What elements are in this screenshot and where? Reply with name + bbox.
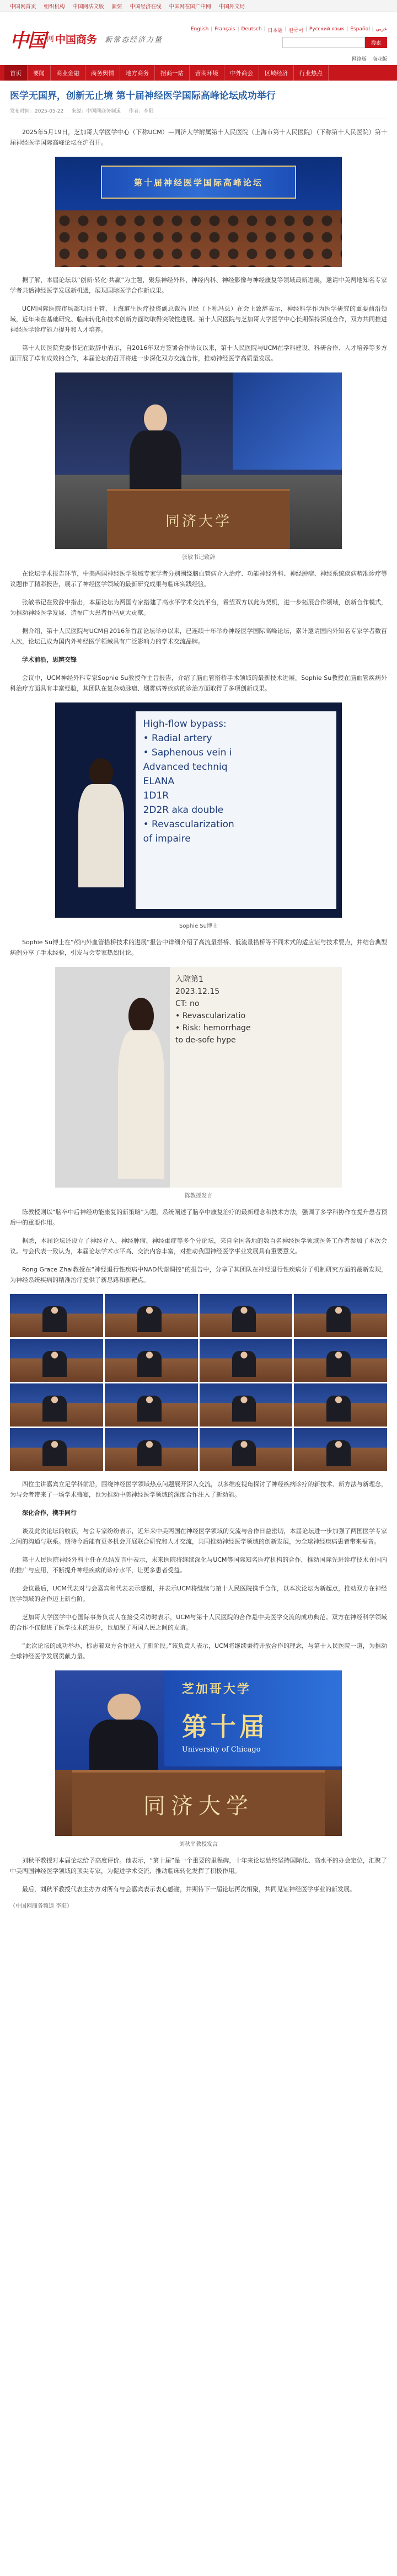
speaker-photo-3 (55, 967, 342, 1188)
paragraph: 据悉，本届论坛还设立了神经介入、神经肿瘤、神经重症等多个分论坛，来自全国各地的数百名神经医学领域医务工作者参加了本次会议。与会代表一致认为，本届论坛学术水平高、交流内容丰富，对推动我国神经医学事业发展具有重要意义。 (10, 1237, 387, 1255)
speaker (78, 758, 124, 887)
paragraph: 在论坛学术报告环节，中美两国神经医学领域专家学者分别围绕脑血管病介入治疗、功能神经外科、神经肿瘤、神经系统疾病精准诊疗等议题作了精彩报告，展示了神经医学领域的最新研究成果与临床实践经验。 (10, 570, 387, 588)
paragraph: 会议最后，UCM代表对与会嘉宾和代表表示感谢，并表示UCM将继续与第十人民医院携手合作，以本次论坛为新起点，推动双方在神经医学领域的合作迈上新台阶。 (10, 1585, 387, 1603)
search-button[interactable]: 搜索 (365, 37, 387, 48)
section-heading: 深化合作，携手同行 (22, 1509, 77, 1516)
top-link-bar (0, 0, 397, 12)
paragraph: 会议中，UCM神经外科专家Sophie Su教授作主旨报告，介绍了脑血管搭桥手术领域的最新技术进展。Sophie Su教授在脑血管疾病外科治疗方面具有丰富经验，其团队在复杂动脉瘤、烟雾病等疾病的诊治方面取得了多项创新成果。 (10, 674, 387, 692)
site-logo[interactable]: 中国 (10, 29, 45, 52)
speaker-photo-2 (55, 702, 342, 918)
paragraph: 2025年5月19日，芝加哥大学医学中心（下称UCM）—同济大学附属第十人民医院（上海市第十人民医院）（下称第十人民医院）第十届神经医学国际高峰论坛在沪召开。 (10, 129, 387, 146)
grid-photo (105, 1294, 198, 1337)
lang-spanish[interactable]: Español (350, 26, 370, 32)
grid-photo (105, 1383, 198, 1427)
header-right-links (352, 55, 387, 62)
nav-item-industry[interactable]: 行业热点 (294, 65, 329, 81)
audience (55, 214, 342, 267)
top-link-home[interactable]: 中国网首页 (10, 3, 36, 10)
nav-item-news[interactable]: 要闻 (28, 65, 51, 81)
top-link-news[interactable]: 新要 (111, 3, 122, 10)
header-tools (191, 26, 387, 48)
lang-english[interactable]: English (190, 26, 209, 32)
grid-photo (10, 1294, 103, 1337)
lang-german[interactable]: Deutsch (241, 26, 262, 32)
paragraph: 据介绍，第十人民医院与UCM自2016年首届论坛举办以来，已连续十年举办神经医学国际高峰论坛，累计邀请国内外知名专家学者数百人次，论坛已成为国内外神经医学领域具有广泛影响力的学术交流品牌。 (10, 627, 387, 645)
lang-korean[interactable]: 한국어 (288, 28, 303, 34)
backdrop-screen (233, 372, 342, 470)
lang-japanese[interactable]: 日本語 (267, 28, 283, 34)
grid-photo (10, 1428, 103, 1471)
lang-french[interactable]: Français (214, 26, 235, 32)
top-link-economy[interactable]: 中国经济在线 (130, 3, 162, 10)
presentation-slide: 入院第1 2023.12.15 CT: no • Revascularizatio • Risk: hemorrhage to de-sofe hype (170, 967, 342, 1188)
stage-banner: 第十届神经医学国际高峰论坛 (101, 166, 296, 199)
grid-photo (105, 1428, 198, 1471)
photo-caption: Sophie Su博士 (179, 923, 218, 929)
paragraph: 芝加哥大学医学中心国际事务负责人在接受采访时表示，UCM与第十人民医院的合作是中美医学交流的成功典范。双方在神经科学领域的合作不仅促进了医学技术的进步，也加深了两国人民之间的友谊。 (10, 1614, 387, 1631)
search-bar (191, 37, 387, 48)
event-banner: 芝加哥大学 第十届 University of Chicago (164, 1670, 342, 1766)
paragraph: Sophie Su博士在“颅内外血管搭桥技术的进展”报告中详细介绍了高流量搭桥、低流量搭桥等不同术式的适应证与技术要点，并结合典型病例分享了手术经验，引发与会专家热烈讨论。 (10, 939, 387, 956)
paragraph: 谈及此次论坛的收获，与会专家纷纷表示，近年来中美两国在神经医学领域的交流与合作日益密切，本届论坛进一步加强了两国医学专家之间的沟通与联系。期待今后能有更多机会开展联合研究和人才交流，共同推动神经医学领域的创新发展，为全球神经疾病患者带来福音。 (10, 1527, 387, 1545)
grid-photo (294, 1428, 387, 1471)
header-link-business[interactable]: 商业版 (372, 57, 387, 62)
speaker-photo-1 (55, 372, 342, 549)
article-author: 作者：李阳 (128, 109, 154, 114)
speaker (118, 998, 164, 1179)
photo-grid (10, 1294, 387, 1471)
grid-photo (294, 1294, 387, 1337)
language-links: English | Français | Deutsch | 日本語 | 한국어 | Русский язык | Español | عربي (190, 26, 387, 34)
paragraph: Rong Grace Zhai教授在“神经退行性疾病中NAD代谢调控”的报告中，分享了其团队在神经退行性疾病分子机制研究方面的最新发现，为神经系统疾病的精准治疗提供了新思路和新靶点。 (10, 1266, 387, 1284)
paragraph: “此次论坛的成功举办，标志着双方合作进入了新阶段。”该负责人表示，UCM将继续秉持开放合作的理念，与第十人民医院一道，为推动全球神经医学发展贡献力量。 (10, 1642, 387, 1660)
nav-item-chambers[interactable]: 中外商会 (224, 65, 259, 81)
grid-photo (105, 1339, 198, 1382)
header-link-web[interactable]: 网络版 (351, 57, 367, 62)
grid-photo (10, 1383, 103, 1427)
site-header (0, 12, 397, 65)
paragraph: 最后，刘秋平教授代表主办方对所有与会嘉宾表示衷心感谢，并期待下一届论坛再次相聚，共同见证神经医学事业的新发展。 (22, 1886, 356, 1893)
logo-suffix: 网 (46, 35, 54, 44)
paragraph: 第十人民医院神经外科主任在总结发言中表示，未来医院将继续深化与UCM等国际知名医疗机构的合作，推动国际先进诊疗技术在国内的推广与应用，不断提升神经疾病的诊疗水平，让更多患者受益。 (10, 1556, 387, 1574)
top-link-bureau[interactable]: 中国外文局 (218, 3, 245, 10)
article-source: 来源：中国网商务频道 (71, 109, 121, 114)
grid-photo (294, 1339, 387, 1382)
article (0, 81, 397, 1909)
section-heading: 学术前沿，思辨交锋 (22, 656, 77, 663)
paragraph: 刘秋平教授对本届论坛给予高度评价。他表示，“第十届”是一个重要的里程碑，十年来论坛始终坚持国际化、高水平的办会定位，汇聚了中美两国神经医学领域的顶尖专家，为促进学术交流、推动临床转化发挥了积极作用。 (10, 1857, 387, 1875)
channel-slogan: 新常态经济力量 (105, 35, 163, 44)
nav-item-invest[interactable]: 招商一站 (155, 65, 190, 81)
grid-photo (200, 1294, 293, 1337)
paragraph: 陈教授则以“脑卒中后神经功能康复的新策略”为题，系统阐述了脑卒中康复治疗的最新理念和技术方法，强调了多学科协作在提升患者预后中的重要作用。 (10, 1209, 387, 1226)
grid-photo (200, 1383, 293, 1427)
photo-caption: 张敏书记致辞 (182, 555, 215, 561)
conference-hall-photo (55, 157, 342, 267)
lang-arabic[interactable]: عربي (375, 26, 387, 32)
photo-caption: 刘秋平教授发言 (179, 1841, 218, 1848)
main-nav (0, 65, 397, 81)
grid-photo (10, 1339, 103, 1382)
nav-item-home[interactable]: 首页 (4, 65, 28, 81)
paragraph: UCM国际医院市场部项目主管、上海道生医疗投资副总裁冯卫民（下称冯总）在会上致辞表示，神经科学作为医学研究的重要前沿领域，近年来在基础研究、临床转化和技术创新方面均取得突破性进展。第十人民医院与芝加哥大学医学中心长期保持深度合作，双方共同推进神经医学诊疗能力提升和人才培养。 (10, 305, 387, 333)
nav-item-local[interactable]: 地方商务 (120, 65, 155, 81)
nav-item-opinion[interactable]: 商务舆情 (85, 65, 120, 81)
presentation-slide: High-flow bypass: • Radial artery • Saphenous vein i Advanced techniq ELANA 1D1R 2D2R aka double • Revascularization of impaire (136, 711, 336, 909)
nav-item-finance[interactable]: 商业金融 (51, 65, 85, 81)
nav-item-environment[interactable]: 营商环境 (190, 65, 224, 81)
grid-photo (200, 1339, 293, 1382)
article-meta (10, 107, 387, 119)
photo-caption: 陈教授发言 (185, 1193, 212, 1199)
lectern: 同济大学 (107, 489, 291, 549)
nav-item-regional[interactable]: 区域经济 (259, 65, 294, 81)
speaker-photo-4 (55, 1670, 342, 1836)
lang-russian[interactable]: Русский язык (309, 26, 345, 32)
paragraph: 据了解，本届论坛以“创新·转化·共赢”为主题，聚焦神经外科、神经内科、神经影像与神经康复等领域最新进展，邀请中美两地知名专家学者共话神经医学发展新机遇，展现国际医学合作新成果。 (10, 276, 387, 294)
channel-name: 中国商务 (55, 33, 98, 46)
paragraph: 四位主讲嘉宾立足学科前沿，围绕神经医学领域热点问题展开深入交流，以多维度视角探讨了神经疾病诊疗的新技术、新方法与新理念，为与会者带来了一场学术盛宴，也为推动中美神经医学领域的深度合作注入了新动能。 (10, 1481, 387, 1498)
paragraph: 张敏书记在致辞中指出，本届论坛为两国专家搭建了高水平学术交流平台，希望双方以此为契机，进一步拓展合作领域，创新合作模式，为推动神经医学发展、造福广大患者作出更大贡献。 (10, 599, 387, 616)
paragraph: 第十人民医院党委书记在致辞中表示，自2016年双方签署合作协议以来，第十人民医院与UCM在学科建设、科研合作、人才培养等多方面开展了卓有成效的合作，本届论坛的召开将进一步深化双方交流合作，推动神经医学高质量发展。 (10, 344, 387, 362)
grid-photo (294, 1383, 387, 1427)
article-title: 医学无国界，创新无止境 第十届神经医学国际高峰论坛成功举行 (10, 91, 276, 102)
grid-photo (200, 1428, 293, 1471)
top-link-org[interactable]: 组织机构 (44, 3, 65, 10)
search-input[interactable] (282, 37, 365, 48)
article-byline: （中国网商务频道 李阳） (10, 1903, 73, 1909)
lectern: 同济大学 (72, 1770, 325, 1836)
top-link-network[interactable]: 中国网在国广中网 (169, 3, 211, 10)
publish-date: 发布时间：2025-05-22 (10, 109, 64, 114)
top-link-french[interactable]: 中国网法文版 (72, 3, 104, 10)
